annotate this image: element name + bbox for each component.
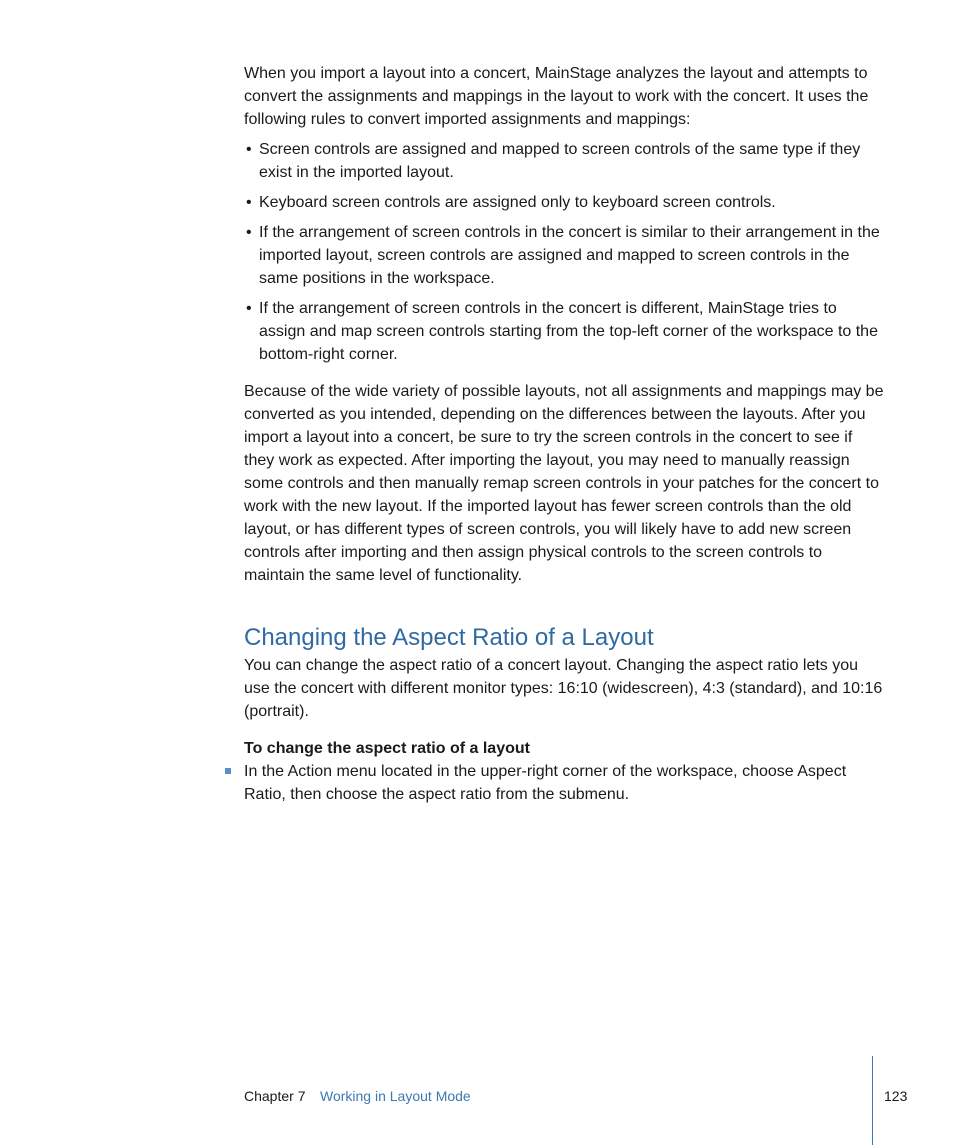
intro-paragraph: When you import a layout into a concert, MainStage analyzes the layout and attempts to convert the assignments and mappings in the layout to work with the concert. It uses the following rules to convert imported assignments and mappings: bbox=[244, 65, 869, 128]
bullet-icon: • bbox=[246, 300, 252, 317]
bullet-icon: • bbox=[246, 141, 252, 158]
bullet-icon: • bbox=[246, 224, 252, 241]
list-item-text: If the arrangement of screen controls in the concert is different, MainStage tries to assign and map screen controls starting from the top-left corner of the workspace to the bottom-right corner. bbox=[259, 300, 878, 363]
list-item-text: If the arrangement of screen controls in the concert is similar to their arrangement in the imported layout, screen controls are assigned and mapped to screen controls in the same positions in the workspace. bbox=[259, 224, 880, 287]
task-heading: To change the aspect ratio of a layout bbox=[244, 740, 530, 757]
list-item-text: Screen controls are assigned and mapped to screen controls of the same type if they exist in the imported layout. bbox=[259, 141, 861, 181]
step-square-icon bbox=[225, 768, 231, 774]
task-step: In the Action menu located in the upper-right corner of the workspace, choose Aspect Ratio, then choose the aspect ratio from the submenu. bbox=[244, 763, 847, 803]
footer-chapter-label: Chapter 7 bbox=[244, 1088, 306, 1104]
section-heading: Changing the Aspect Ratio of a Layout bbox=[244, 624, 654, 651]
footer-chapter-title: Working in Layout Mode bbox=[320, 1088, 471, 1104]
footer-divider bbox=[872, 1056, 873, 1145]
aspect-ratio-paragraph: You can change the aspect ratio of a concert layout. Changing the aspect ratio lets you use the concert with different monitor types: 16:10 (widescreen), 4:3 (standard), and 10:16 (portrait). bbox=[244, 657, 883, 720]
bullet-icon: • bbox=[246, 194, 252, 211]
conversion-rules-list bbox=[244, 138, 884, 373]
list-item-text: Keyboard screen controls are assigned only to keyboard screen controls. bbox=[259, 194, 776, 211]
variety-paragraph: Because of the wide variety of possible layouts, not all assignments and mappings may be converted as you intended, depending on the differences between the layouts. After you import a layout into a concert, be sure to try the screen controls in the concert to see if they work as expected. After importing the layout, you may need to manually reassign some controls and then manually remap screen controls in your patches for the concert to work with the new layout. If the imported layout has fewer screen controls than the old layout, or has different types of screen controls, you will likely have to add new screen controls after importing and then assign physical controls to the screen controls to maintain the same level of functionality. bbox=[244, 383, 884, 584]
page-number: 123 bbox=[884, 1088, 908, 1104]
list-item bbox=[244, 221, 884, 290]
list-item bbox=[244, 297, 884, 366]
list-item bbox=[244, 191, 884, 214]
list-item bbox=[244, 138, 884, 184]
